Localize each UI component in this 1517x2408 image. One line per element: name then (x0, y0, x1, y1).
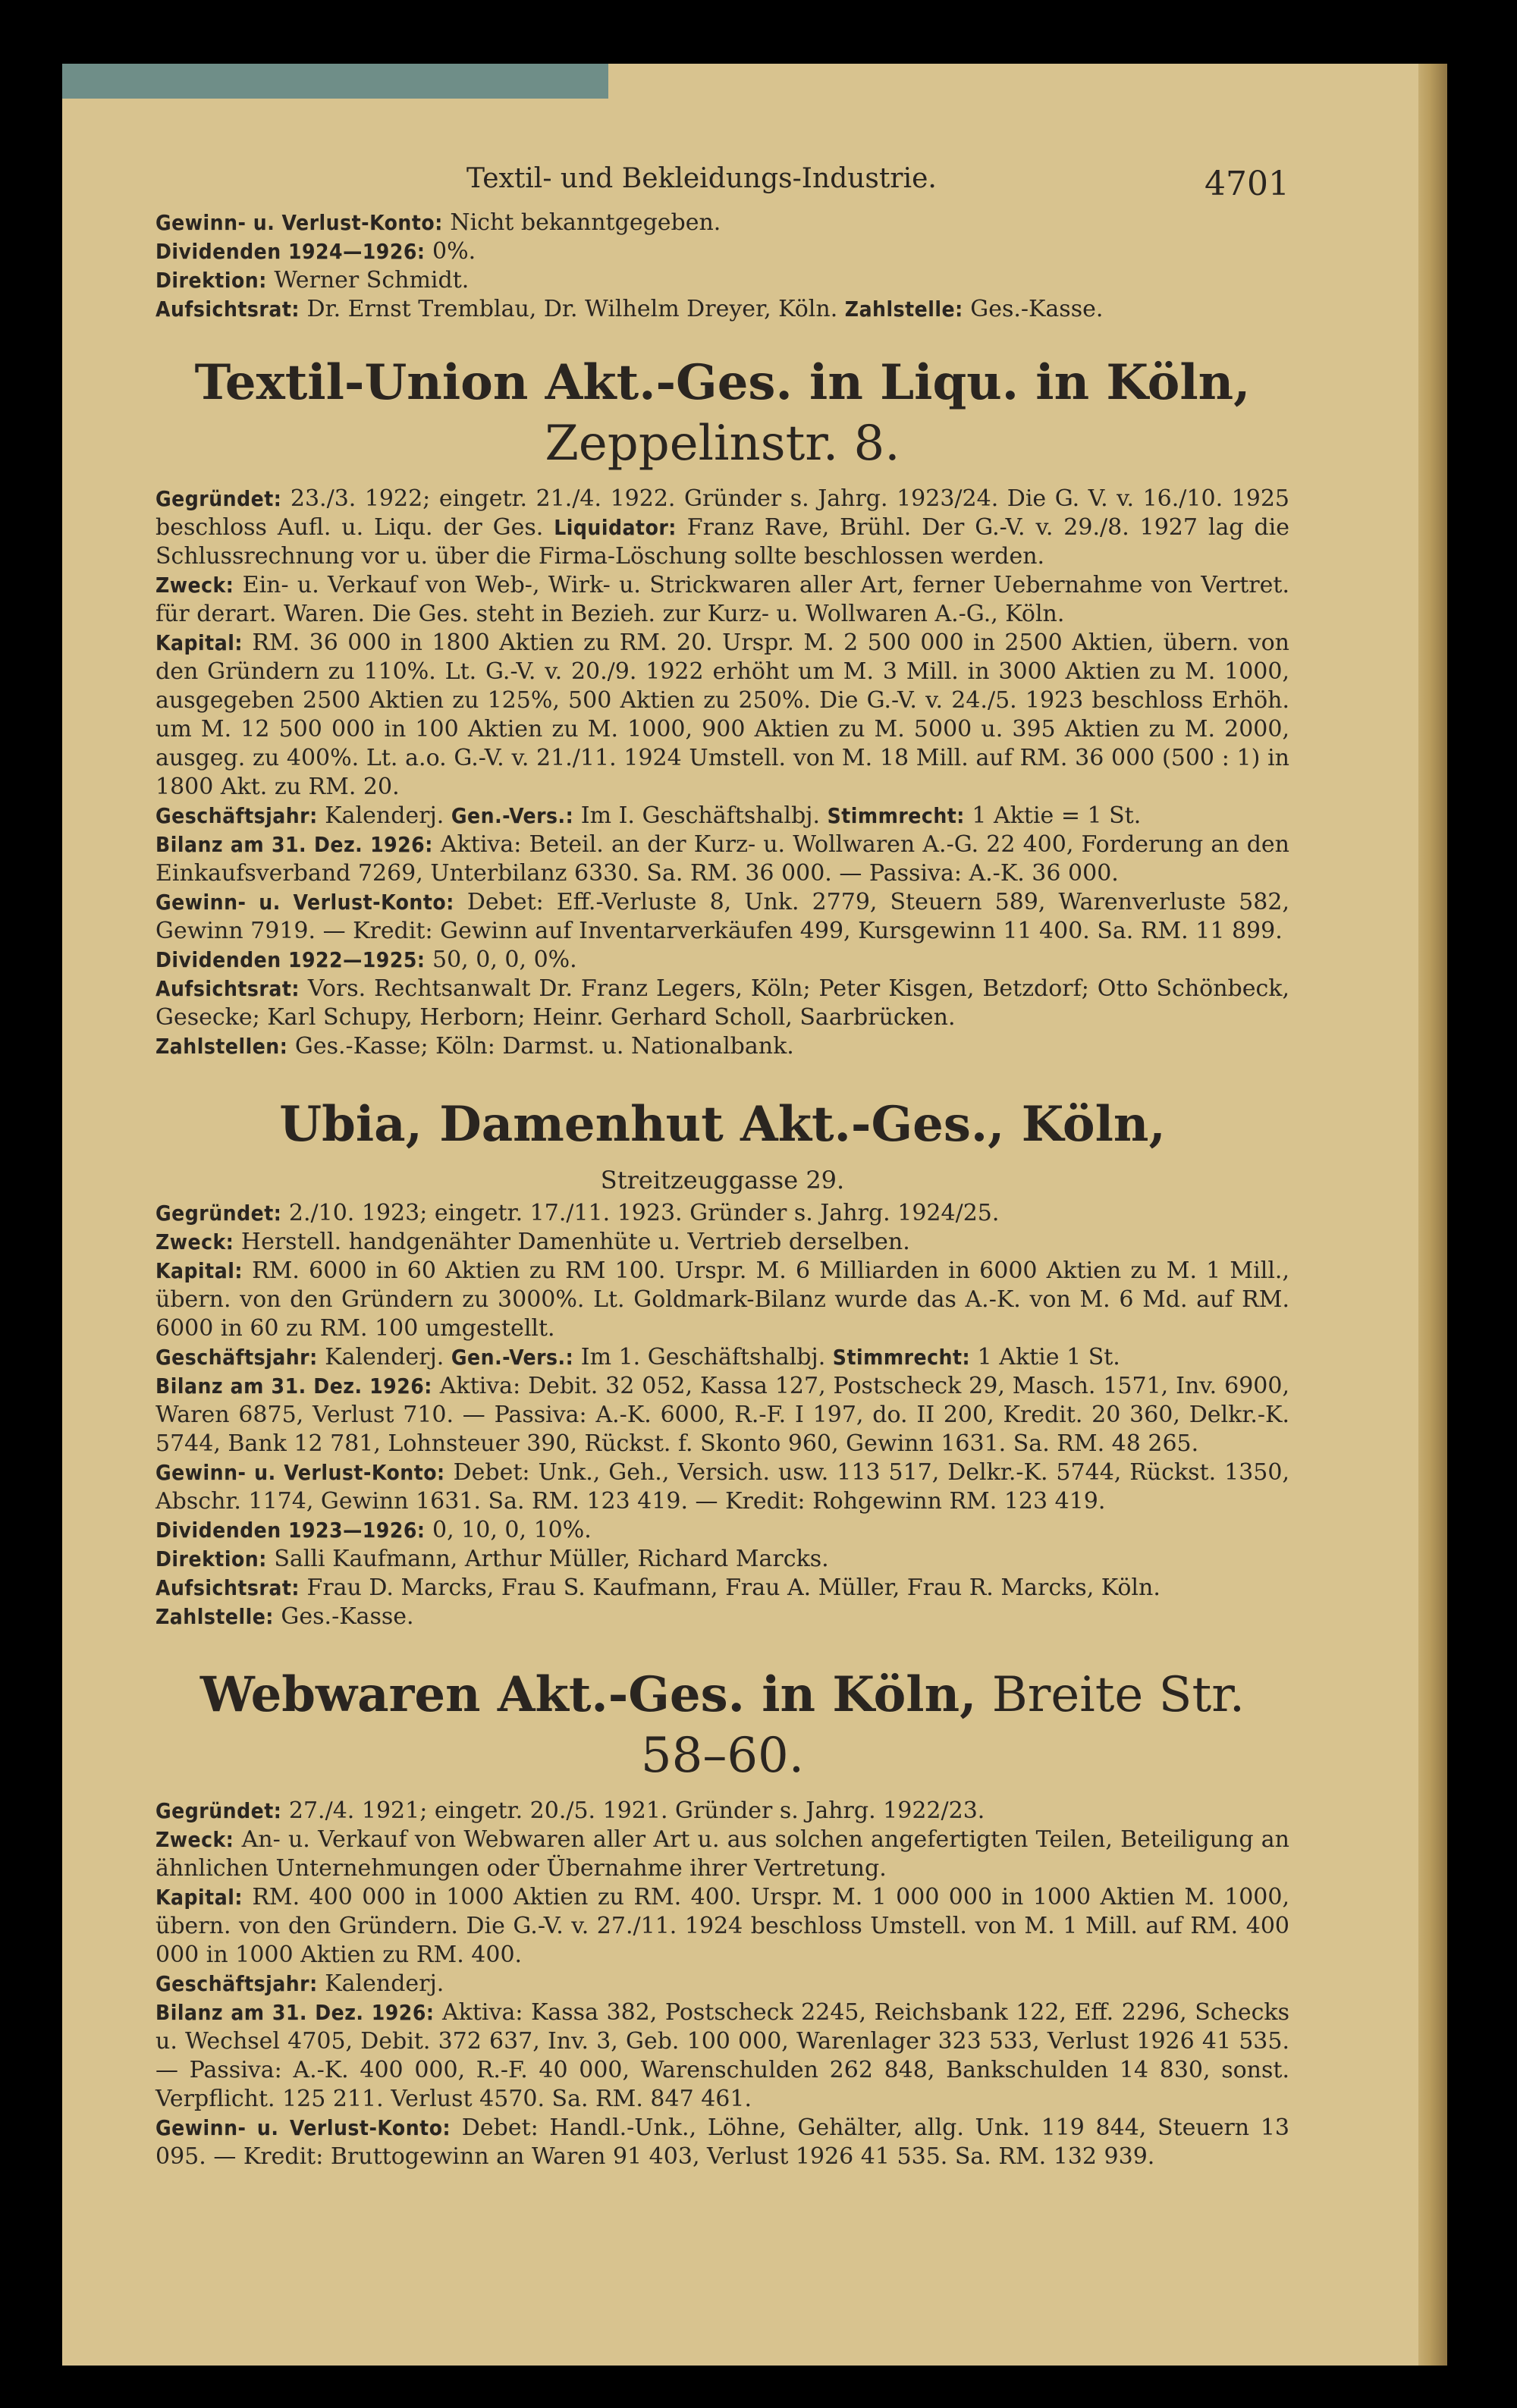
company-heading: Textil-Union Akt.-Ges. in Liqu. in Köln, Zeppelinstr. 8. (194, 354, 1251, 472)
entry: Aufsichtsrat: Frau D. Marcks, Frau S. Kaufmann, Frau A. Müller, Frau R. Marcks, Köln. (155, 1574, 1161, 1601)
entry: Direktion: Werner Schmidt. (155, 267, 470, 294)
entry: Dividenden 1924—1926: 0%. (155, 238, 476, 265)
top-entries (155, 209, 1289, 324)
entry: Gegründet: 27./4. 1921; eingetr. 20./5. 1921. Gründer s. Jahrg. 1922/23. (155, 1797, 985, 1824)
entry: Direktion: Salli Kaufmann, Arthur Müller, Richard Marcks. (155, 1546, 829, 1572)
page-number: 4701 (1204, 165, 1289, 203)
company-heading: Ubia, Damenhut Akt.-Ges., Köln, (279, 1096, 1166, 1153)
entry: Gewinn- u. Verlust-Konto: Debet: Handl.-Unk., Löhne, Gehälter, allg. Unk. 119 844, Steuern 13 095. — Kredit: Bruttogewinn an Waren 91 403, Verlust 1926 41 535. Sa. RM. 132 939. (155, 2114, 1289, 2170)
entry: Gegründet: 23./3. 1922; eingetr. 21./4. 1922. Gründer s. Jahrg. 1923/24. Die G. V. v. 16./10. 1925 beschloss Aufl. u. Liqu. der Ges. Liquidator: Franz Rave, Brühl. Der G.-V. v. 29./8. 1927 lag die Schlussrechnung vor u. über die Firma-Löschung sollte beschlossen werden. (155, 485, 1290, 570)
entry: Gewinn- u. Verlust-Konto: Nicht bekanntgegeben. (155, 209, 721, 236)
entry: Dividenden 1922—1925: 50, 0, 0, 0%. (155, 947, 577, 973)
company-heading: Webwaren Akt.-Ges. in Köln, Breite Str. 58–60. (199, 1666, 1245, 1784)
entry: Dividenden 1923—1926: 0, 10, 0, 10%. (155, 1517, 592, 1543)
entry: Aufsichtsrat: Vors. Rechtsanwalt Dr. Franz Legers, Köln; Peter Kisgen, Betzdorf; Otto Schönbeck, Gesecke; Karl Schupy, Herborn; Heinr. Gerhard Scholl, Saarbrücken. (155, 975, 1289, 1031)
entry: Zweck: Ein- u. Verkauf von Web-, Wirk- u. Strickwaren aller Art, ferner Uebernahme von Vertret. für derart. Waren. Die Ges. steht in Bezieh. zur Kurz- u. Wollwaren A.-G., Köln. (155, 572, 1289, 627)
entry: Bilanz am 31. Dez. 1926: Aktiva: Kassa 382, Postscheck 2245, Reichsbank 122, Eff. 2296, Schecks u. Wechsel 4705, Debit. 372 637, Inv. 3, Geb. 100 000, Warenlager 323 533, Verlust 1926 41 535. — Passiva: A.-K. 400 000, R.-F. 40 000, Warenschulden 262 848, Bankschulden 14 830, sonst. Verpflicht. 125 211. Verlust 4570. Sa. RM. 847 461. (155, 1999, 1289, 2112)
entry: Kapital: RM. 36 000 in 1800 Aktien zu RM. 20. Urspr. M. 2 500 000 in 2500 Aktien, übern. von den Gründern zu 110%. Lt. G.-V. v. 20./9. 1922 erhöht um M. 3 Mill. in 3000 Aktien zu M. 1000, ausgegeben 2500 Aktien zu 125%, 500 Aktien zu 250%. Die G.-V. v. 24./5. 1923 beschloss Erhöh. um M. 12 500 000 in 100 Aktien zu M. 1000, 900 Aktien zu M. 5000 u. 395 Aktien zu M. 2000, ausgeg. zu 400%. Lt. a.o. G.-V. v. 21./11. 1924 Umstell. von M. 18 Mill. auf RM. 36 000 (500 : 1) in 1800 Akt. zu RM. 20. (155, 629, 1289, 800)
company-webwaren (155, 1665, 1289, 2171)
entry: Aufsichtsrat: Dr. Ernst Tremblau, Dr. Wilhelm Dreyer, Köln. Zahlstelle: Ges.-Kasse. (155, 296, 1104, 322)
entry: Bilanz am 31. Dez. 1926: Aktiva: Beteil. an der Kurz- u. Wollwaren A.-G. 22 400, Forderung an den Einkaufsverband 7269, Unterbilanz 6330. Sa. RM. 36 000. — Passiva: A.-K. 36 000. (155, 831, 1289, 887)
entry: Bilanz am 31. Dez. 1926: Aktiva: Debit. 32 052, Kassa 127, Postscheck 29, Masch. 1571, Inv. 6900, Waren 6875, Verlust 710. — Passiva: A.-K. 6000, R.-F. I 197, do. II 200, Kredit. 20 360, Delkr.-K. 5744, Bank 12 781, Lohnsteuer 390, Rückst. f. Skonto 960, Gewinn 1631. Sa. RM. 48 265. (155, 1373, 1289, 1457)
entry: Zweck: Herstell. handgenähter Damenhüte u. Vertrieb derselben. (155, 1229, 910, 1255)
content (155, 163, 1289, 2171)
page-edge (1418, 64, 1447, 2366)
header-title: Textil- und Bekleidungs-Industrie. (466, 163, 937, 194)
company-address: Streitzeuggasse 29. (600, 1166, 845, 1195)
entry: Gewinn- u. Verlust-Konto: Debet: Unk., Geh., Versich. usw. 113 517, Delkr.-K. 5744, Rückst. 1350, Abschr. 1174, Gewinn 1631. Sa. RM. 123 419. — Kredit: Rohgewinn RM. 123 419. (155, 1459, 1289, 1515)
entry: Gewinn- u. Verlust-Konto: Debet: Eff.-Verluste 8, Unk. 2779, Steuern 589, Warenverluste 582, Gewinn 7919. — Kredit: Gewinn auf Inventarverkäufen 499, Kursgewinn 11 400. Sa. RM. 11 899. (155, 889, 1289, 944)
running-header (155, 163, 1289, 209)
company-ubia (155, 1094, 1289, 1631)
entry: Geschäftsjahr: Kalenderj. Gen.-Vers.: Im 1. Geschäftshalbj. Stimmrecht: 1 Aktie 1 St. (155, 1344, 1120, 1370)
entry: Kapital: RM. 400 000 in 1000 Aktien zu RM. 400. Urspr. M. 1 000 000 in 1000 Aktien M. 1000, übern. von den Gründern. Die G.-V. v. 27./11. 1924 beschloss Umstell. von M. 1 Mill. auf RM. 400 000 in 1000 Aktien zu RM. 400. (155, 1884, 1289, 1968)
entry: Zahlstellen: Ges.-Kasse; Köln: Darmst. u. Nationalbank. (155, 1033, 794, 1060)
entry: Zweck: An- u. Verkauf von Webwaren aller Art u. aus solchen angefertigten Teilen, Beteiligung an ähnlichen Unternehmungen oder Übernahme ihrer Vertretung. (155, 1826, 1289, 1882)
entry: Zahlstelle: Ges.-Kasse. (155, 1603, 414, 1630)
entry: Gegründet: 2./10. 1923; eingetr. 17./11. 1923. Gründer s. Jahrg. 1924/25. (155, 1200, 1000, 1226)
entry: Geschäftsjahr: Kalenderj. (155, 1970, 444, 1997)
company-textil-union (155, 353, 1289, 1061)
entry: Geschäftsjahr: Kalenderj. Gen.-Vers.: Im I. Geschäftshalbj. Stimmrecht: 1 Aktie = 1 St. (155, 802, 1142, 829)
entry: Kapital: RM. 6000 in 60 Aktien zu RM 100. Urspr. M. 6 Milliarden in 6000 Aktien zu M. 1 Mill., übern. von den Gründern zu 3000%. Lt. Goldmark-Bilanz wurde das A.-K. von M. 6 Md. auf RM. 6000 in 60 zu RM. 100 umgestellt. (155, 1257, 1289, 1342)
page-top-strip (62, 64, 608, 99)
